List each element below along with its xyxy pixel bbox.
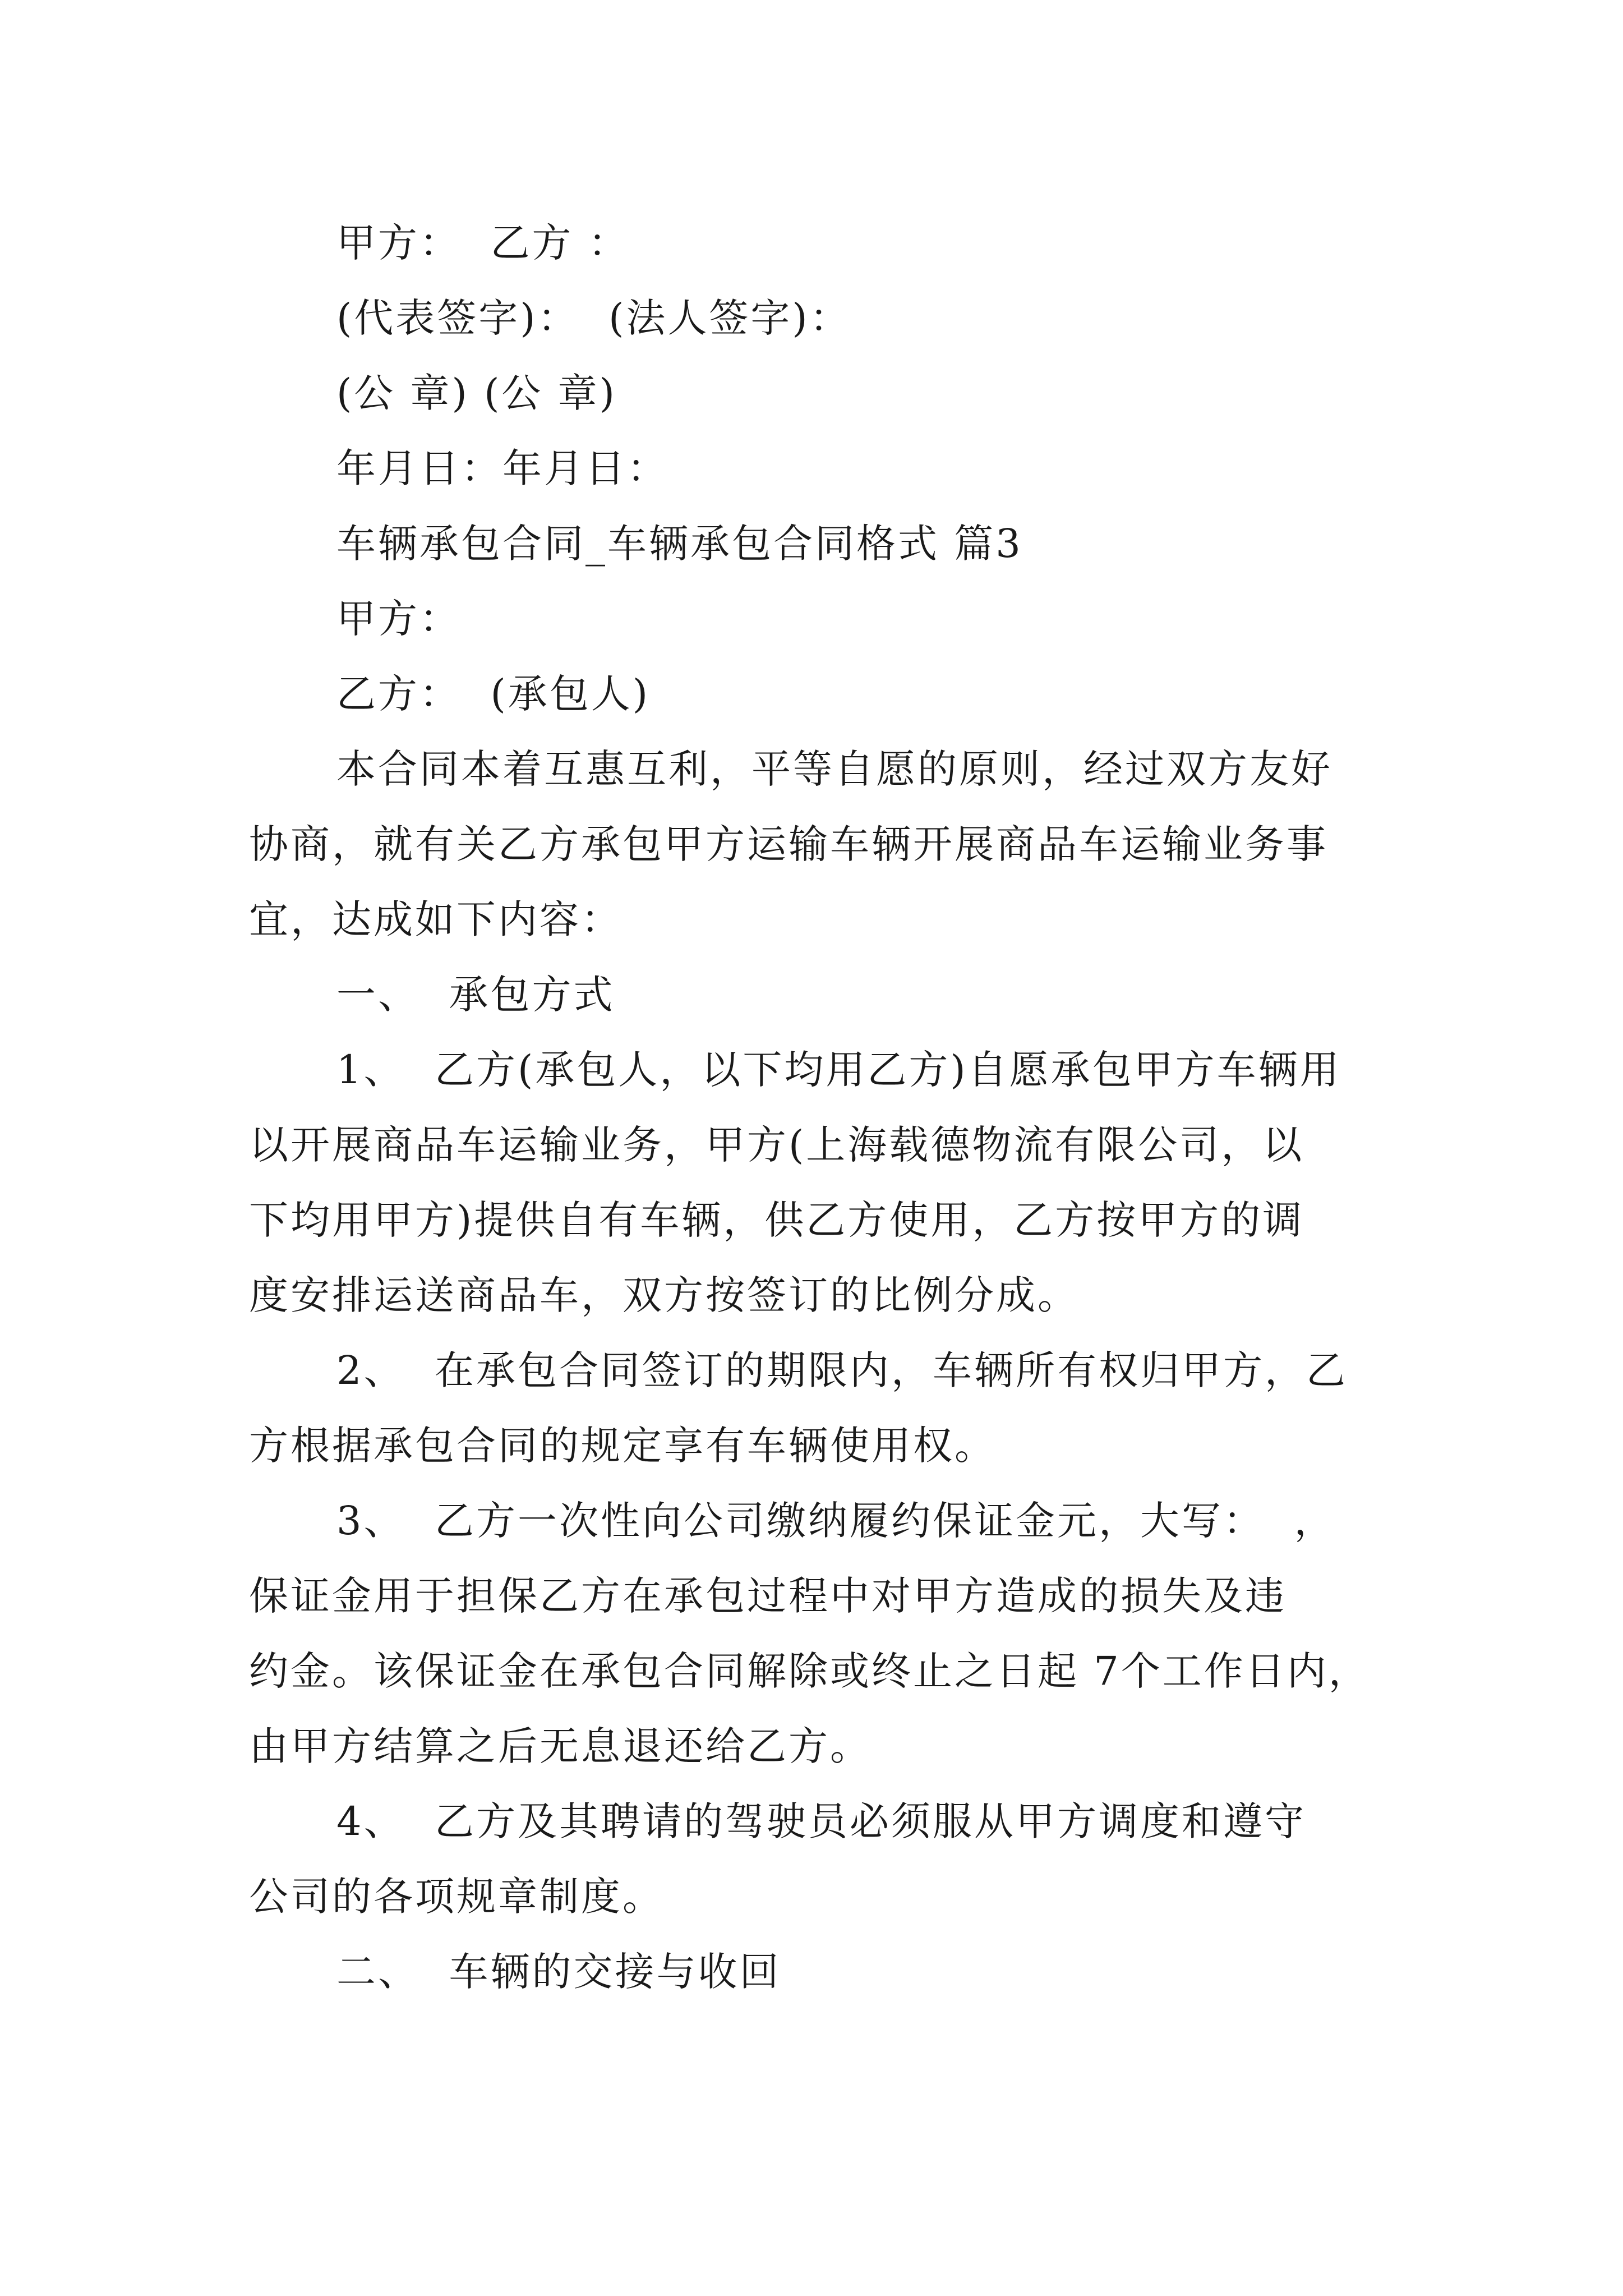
signature-seals: (公 章) (公 章) [336, 370, 617, 416]
clause-1-line: 下均用甲方)提供自有车辆，供乙方使用，乙方按甲方的调 [249, 1197, 1304, 1243]
clause-1-line: 度安排运送商品车，双方按签订的比例分成。 [249, 1272, 1079, 1318]
clause-2-line: 2、 在承包合同签订的期限内，车辆所有权归甲方，乙 [336, 1347, 1348, 1393]
heading-contract-method: 一、 承包方式 [336, 972, 615, 1018]
signature-dates: 年月日：年月日： [336, 445, 668, 491]
signature-parties: 甲方： 乙方 ： [336, 220, 630, 266]
preamble-line: 协商，就有关乙方承包甲方运输车辆开展商品车运输业务事 [249, 821, 1328, 867]
clause-1-line: 以开展商品车运输业务，甲方(上海载德物流有限公司，以 [249, 1122, 1304, 1168]
preamble-line: 本合同本着互惠互利，平等自愿的原则，经过双方友好 [336, 746, 1332, 792]
party-b-line: 乙方： (承包人) [336, 671, 651, 717]
clause-3-line: 3、 乙方一次性向公司缴纳履约保证金元，大写： ， [336, 1498, 1336, 1544]
clause-3-line: 由甲方结算之后无息退还给乙方。 [249, 1723, 872, 1769]
clause-2-line: 方根据承包合同的规定享有车辆使用权。 [249, 1423, 996, 1469]
signature-signers: (代表签字)： (法人签字)： [336, 295, 851, 341]
party-a-line: 甲方： [336, 596, 461, 642]
clause-3-line: 约金。该保证金在承包合同解除或终止之日起 7个工作日内， [249, 1648, 1370, 1694]
clause-4-line: 公司的各项规章制度。 [249, 1874, 664, 1920]
clause-1-line: 1、 乙方(承包人，以下均用乙方)自愿承包甲方车辆用 [336, 1047, 1341, 1093]
clause-3-line: 保证金用于担保乙方在承包过程中对甲方造成的损失及违 [249, 1573, 1287, 1619]
heading-vehicle-handover: 二、 车辆的交接与收回 [336, 1949, 781, 1995]
preamble-line: 宜，达成如下内容： [249, 896, 623, 942]
clause-4-line: 4、 乙方及其聘请的驾驶员必须服从甲方调度和遵守 [336, 1798, 1307, 1844]
section-title: 车辆承包合同_车辆承包合同格式 篇3 [336, 521, 1023, 567]
